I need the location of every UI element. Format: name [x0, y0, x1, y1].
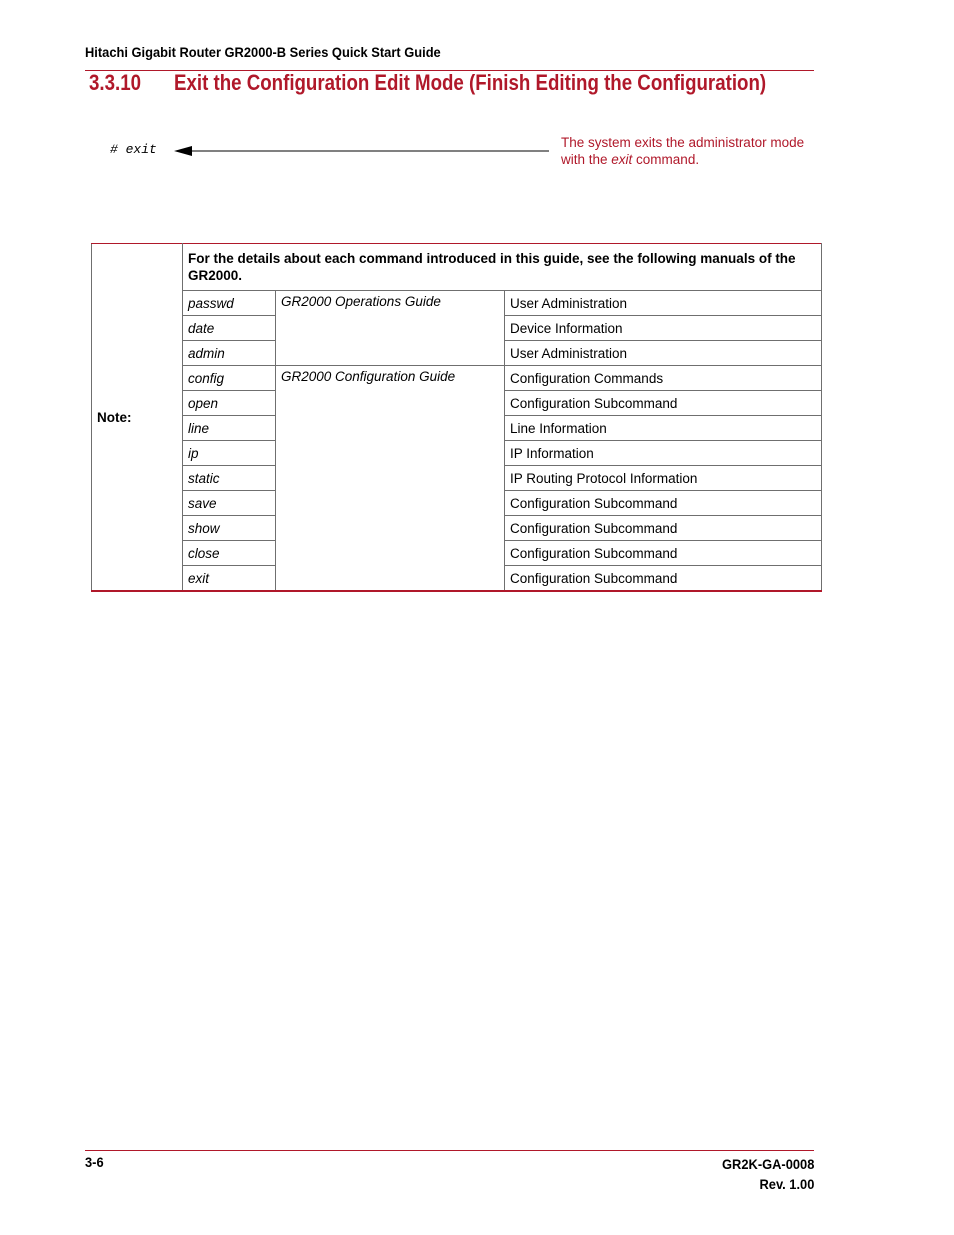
callout-arrow-icon — [174, 144, 550, 158]
chapter-name: Configuration Subcommand — [505, 516, 822, 541]
chapter-name: User Administration — [505, 291, 822, 316]
document-id — [722, 1154, 814, 1194]
chapter-name: Configuration Commands — [505, 366, 822, 391]
chapter-name: Configuration Subcommand — [505, 491, 822, 516]
callout-text-end: command. — [632, 152, 700, 167]
chapter-name: Line Information — [505, 416, 822, 441]
callout-text-start: The system exits the administrator mode with the — [561, 135, 805, 167]
command-name: passwd — [183, 291, 276, 316]
callout-command: exit — [611, 152, 633, 167]
chapter-name: Configuration Subcommand — [505, 391, 822, 416]
command-name: static — [183, 466, 276, 491]
note-intro-row — [92, 244, 822, 291]
command-name: save — [183, 491, 276, 516]
footer-rule — [85, 1150, 814, 1151]
command-name: show — [183, 516, 276, 541]
chapter-name: Configuration Subcommand — [505, 541, 822, 566]
chapter-name: User Administration — [505, 341, 822, 366]
command-name: ip — [183, 441, 276, 466]
section-number: 3.3.10 — [89, 70, 141, 95]
command-name: line — [183, 416, 276, 441]
chapter-name: Device Information — [505, 316, 822, 341]
page-number: 3-6 — [85, 1154, 104, 1170]
chapter-name: IP Information — [505, 441, 822, 466]
command-name: admin — [183, 341, 276, 366]
chapter-name: IP Routing Protocol Information — [505, 466, 822, 491]
command-name: date — [183, 316, 276, 341]
note-label: Note: — [92, 244, 183, 592]
command-name: config — [183, 366, 276, 391]
table-row — [92, 366, 822, 391]
command-example: # exit — [110, 142, 157, 157]
running-header: Hitachi Gigabit Router GR2000-B Series Quick Start Guide — [85, 44, 441, 60]
command-name: close — [183, 541, 276, 566]
command-name: open — [183, 391, 276, 416]
chapter-name: Configuration Subcommand — [505, 566, 822, 592]
manual-name: GR2000 Configuration Guide — [276, 366, 505, 592]
note-table-body — [92, 244, 822, 592]
section-heading — [89, 70, 766, 96]
note-table — [91, 243, 822, 592]
section-title: Exit the Configuration Edit Mode (Finish Editing the Configuration) — [174, 70, 767, 95]
callout-text — [561, 134, 823, 168]
manual-name: GR2000 Operations Guide — [276, 291, 505, 366]
document-revision: Rev. 1.00 — [759, 1176, 814, 1192]
table-row — [92, 291, 822, 316]
command-name: exit — [183, 566, 276, 592]
note-intro: For the details about each command introduced in this guide, see the following manuals of the GR2000. — [183, 244, 822, 291]
document-code: GR2K-GA-0008 — [721, 1156, 814, 1172]
